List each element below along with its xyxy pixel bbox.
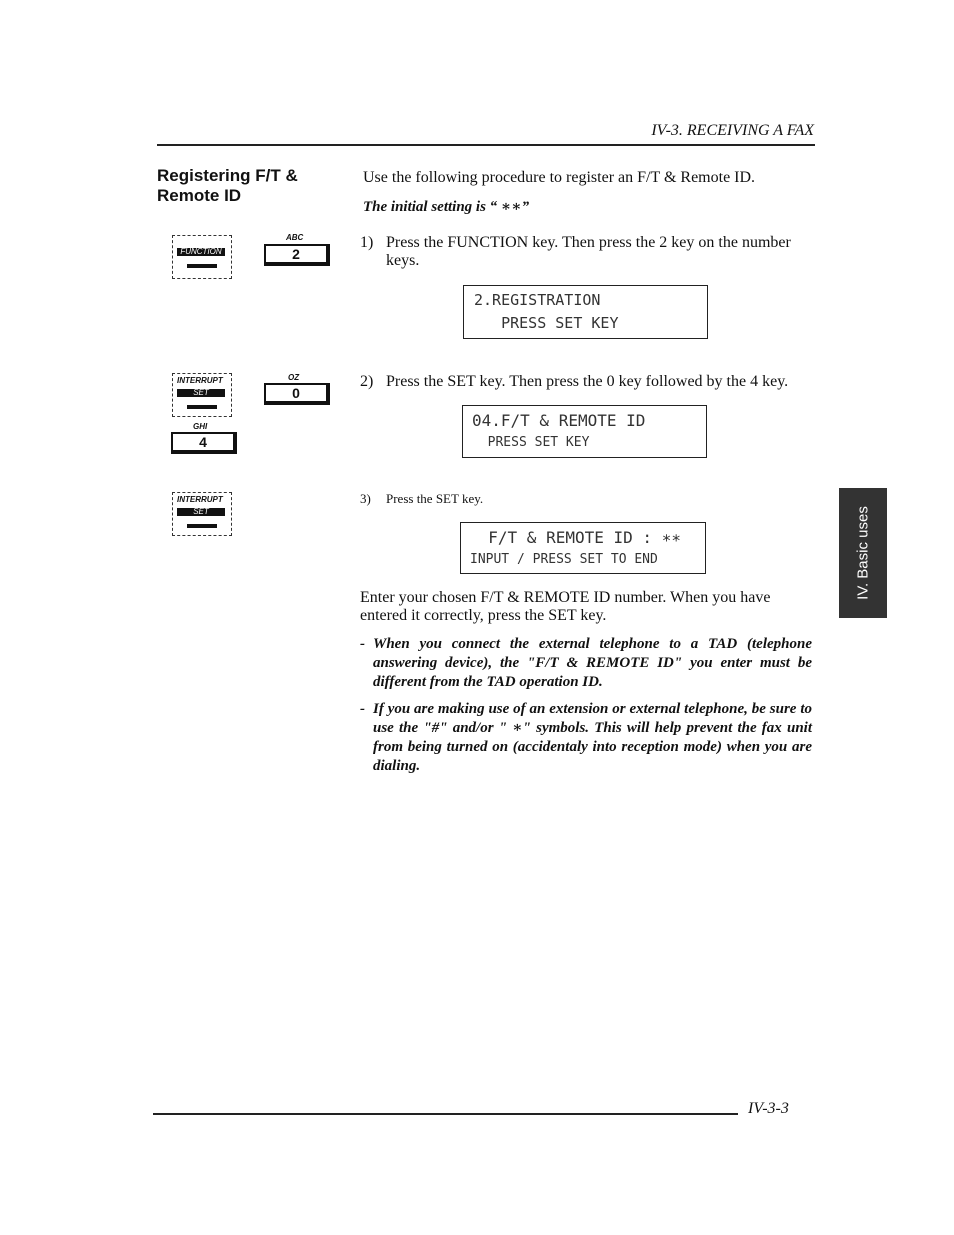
header-rule	[157, 144, 815, 146]
page-number: IV-3-3	[748, 1100, 789, 1117]
key-0: 0	[264, 383, 330, 405]
set-key	[172, 373, 232, 417]
lcd-display-1	[463, 285, 708, 339]
key-2: 2	[264, 244, 330, 266]
side-tab-label: IV. Basic uses	[854, 506, 872, 600]
footer-rule	[153, 1113, 738, 1115]
function-key-label: FUNCTION	[177, 248, 225, 256]
function-key-bar	[187, 264, 217, 268]
interrupt-label: INTERRUPT	[177, 376, 223, 385]
lcd-display-2	[462, 405, 707, 458]
step-2-text: Press the SET key. Then press the 0 key followed by the 4 key.	[386, 373, 789, 390]
lcd-1-line-2: PRESS SET KEY	[474, 314, 619, 332]
initial-setting: The initial setting is “ ∗∗”	[363, 199, 530, 215]
note-2-text: If you are making use of an extension or external telephone, be sure to use the "#" and/or " ∗" symbols. This will help prevent the fax unit from being turned on (accidentaly into reception mode) when you are dialing.	[373, 701, 812, 774]
step-3	[360, 491, 815, 509]
set-key-2	[172, 492, 232, 536]
step-2-number: 2)	[360, 373, 374, 390]
running-head: IV-3. RECEIVING A FAX	[651, 122, 814, 139]
step-3-text: Press the SET key.	[386, 491, 484, 506]
section-title: Registering F/T & Remote ID	[157, 166, 298, 205]
note-1-text: When you connect the external telephone to a TAD (telephone answering device), the "F/T & REMOTE ID" you enter must be different from the TAD operation ID.	[373, 636, 812, 690]
intro-text: Use the following procedure to register an F/T & Remote ID.	[363, 169, 756, 186]
interrupt-label-2: INTERRUPT	[177, 495, 223, 504]
set-key-2-bar	[187, 524, 217, 528]
enter-id-text: Enter your chosen F/T & REMOTE ID number. When you have entered it correctly, press the SET key.	[360, 589, 771, 624]
set-key-2-label: SET	[177, 508, 225, 516]
note-1: - When you connect the external telephone to a TAD (telephone answering device), the "F/T & REMOTE ID" you enter must be different from the TAD operation ID.	[360, 636, 812, 690]
set-key-label: SET	[177, 389, 225, 397]
step-2	[360, 373, 815, 393]
lcd-1-line-1: 2.REGISTRATION	[474, 291, 601, 309]
lcd-display-3	[460, 522, 706, 574]
step-3-number: 3)	[360, 491, 371, 506]
key-4: 4	[171, 432, 237, 454]
lcd-2-line-2: PRESS SET KEY	[472, 435, 590, 450]
function-key	[172, 235, 232, 279]
key-2-letters: ABC	[286, 233, 304, 242]
set-key-bar	[187, 405, 217, 409]
chapter-side-tab	[839, 488, 887, 618]
lcd-3-line-1: F/T & REMOTE ID : ∗∗	[469, 528, 681, 547]
step-1-number: 1)	[360, 234, 374, 251]
lcd-2-line-1: 04.F/T & REMOTE ID	[472, 411, 646, 430]
step-1	[360, 234, 815, 274]
note-2: - If you are making use of an extension or external telephone, be sure to use the "#" and/or " ∗" symbols. This will help prevent the fax unit from being turned on (accidentaly into reception mode) when you are dialing.	[360, 701, 812, 774]
step-1-text: Press the FUNCTION key. Then press the 2 key on the number keys.	[386, 234, 791, 269]
key-0-letters: OZ	[288, 373, 300, 382]
key-4-letters: GHI	[193, 422, 208, 431]
lcd-3-line-2: INPUT / PRESS SET TO END	[470, 552, 658, 567]
